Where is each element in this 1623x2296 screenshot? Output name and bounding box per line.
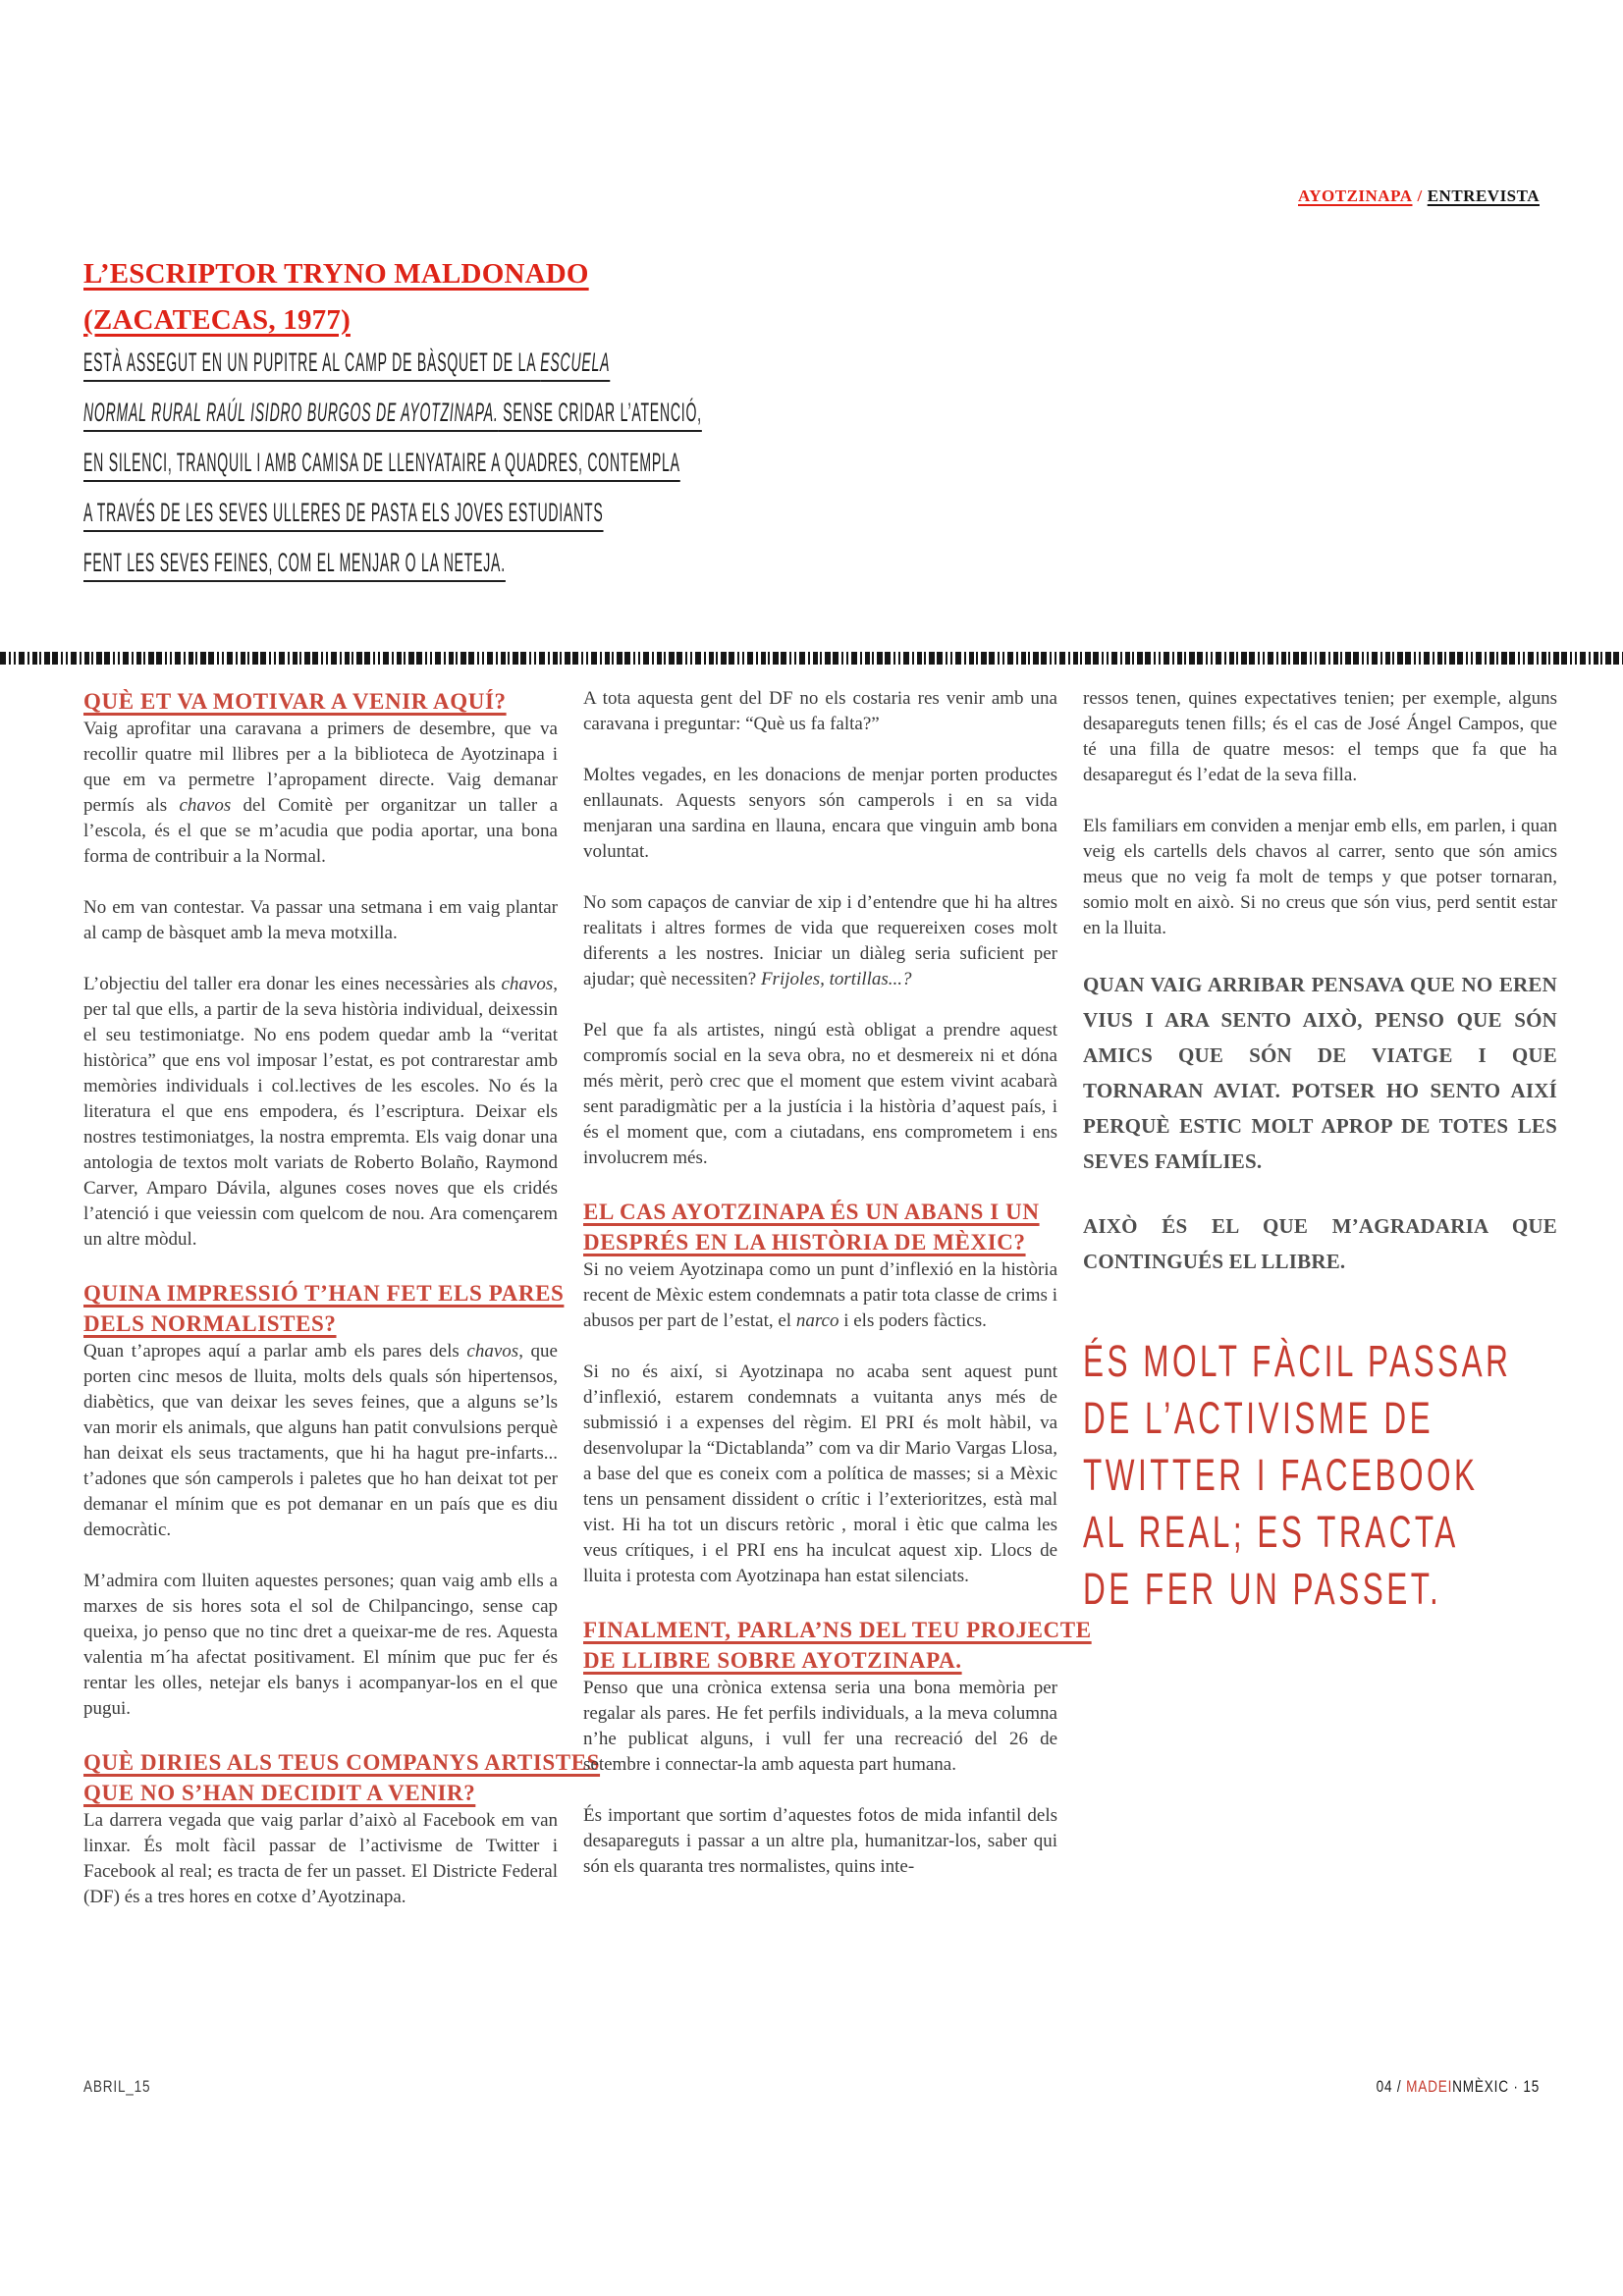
question-heading [583, 1197, 1057, 1257]
intro-italic-segment: NORMAL RURAL RAÚL ISIDRO BURGOS DE AYOTZINAPA. [83, 398, 499, 427]
text-segment: Penso que una crònica extensa seria una bona memòria per regalar als pares. He fet perfils individuals, a la meva columna n’he publicat alguns, i vull fer una recreació del 26 de setembre i connectar-la amb aquesta part humana. [583, 1678, 1057, 1775]
italic-segment: chavos [501, 974, 554, 994]
pull-quote-line-text: DE L’ACTIVISME DE [1083, 1393, 1434, 1443]
pull-quote-line-text: AL REAL; ES TRACTA [1083, 1507, 1459, 1557]
text-segment: , per tal que ells, a partir de la seva història individual, deixessin el seu testimoniatge. No ens podem quedar amb la “veritat històrica” que ens vol imposar l’estat, es pot contrarestar amb memòries individuals i col.lectives de les escoles. No és la literatura el que ens empodera, és l’escriptura. Deixar els nostres testimoniatges, la nostra empremta. Els vaig donar una antologia de textos molt variats de Roberto Bolaño, Raymond Carver, Amparo Dávila, algunes coses noves que els cridés l’atenció i que veiessin com quelcom de nou. Ara començarem un altre mòdul. [83, 974, 558, 1250]
body-paragraph [83, 1339, 558, 1543]
intro-line [83, 438, 1272, 488]
pull-quote-line [1083, 1561, 1557, 1618]
intro-line-text [83, 338, 610, 388]
footer-date: ABRIL_15 [83, 2077, 151, 2096]
question-heading-line: DESPRÉS EN LA HISTÒRIA DE MÈXIC? [583, 1230, 1026, 1255]
pull-quote-line-text: DE FER UN PASSET. [1083, 1564, 1442, 1614]
body-paragraph [583, 763, 1057, 865]
body-paragraph [1083, 686, 1557, 788]
intro-line-text [83, 388, 702, 438]
text-segment: La darrera vegada que vaig parlar d’això al Facebook em van linxar. És molt fàcil passar de l’activisme de Twitter i Facebook al real; es tracta de fer un passet. El Districte Federal (DF) és a tres hores en cotxe d’Ayotzinapa. [83, 1810, 558, 1907]
question-heading-line: DELS NORMALISTES? [83, 1311, 337, 1336]
italic-segment: Frijoles, tortillas...? [760, 969, 912, 989]
intro-segment: FENT LES SEVES FEINES, COM EL MENJAR O LA NETEJA. [83, 548, 506, 577]
body-paragraph [83, 1569, 558, 1722]
pull-quote-line [1083, 1390, 1557, 1447]
text-segment: del Comitè per organitzar un taller a l’escola, és el que se m’acudia que podia aportar, una bona forma de contribuir a la Normal. [83, 795, 559, 867]
brand-text-segment: 04 / [1376, 2077, 1407, 2096]
barcode-divider [0, 652, 1623, 665]
text-segment: No em van contestar. Va passar una setmana i em vaig plantar al camp de bàsquet amb la meva motxilla. [83, 897, 558, 943]
text-segment: Vaig aprofitar una caravana a primers de desembre, que va recollir quatre mil llibres per a la biblioteca de Ayotzinapa i que em va permetre l’apropament directe. Vaig demanar permís als [83, 719, 558, 816]
text-segment: Pel que fa als artistes, ningú està obligat a prendre aquest compromís social en la seva obra, no et desmereix ni et dóna més mèrit, però crec que el moment que estem vivint acabarà sent paradigmàtic per a la justícia i la història d’aquest país, i és el moment que, com a ciutadans, ens comprometem i ens involucrem més. [583, 1020, 1057, 1168]
column-2 [583, 686, 1092, 1936]
question-heading [83, 1278, 565, 1339]
body-paragraph [83, 1808, 558, 1910]
intro-segment: ESTÀ ASSEGUT EN UN PUPITRE AL CAMP DE BÀSQUET DE LA [83, 347, 541, 377]
body-paragraph [1083, 814, 1557, 941]
text-segment: AIXÒ ÉS EL QUE M’AGRADARIA QUE CONTINGUÉS EL LLIBRE. [1083, 1214, 1557, 1273]
intro-line-text [83, 538, 506, 588]
pull-quote-line-text: ÉS MOLT FÀCIL PASSAR [1083, 1336, 1512, 1386]
text-segment: M’admira com lluiten aquestes persones; quan vaig amb ells a marxes de sis hores sota el sol de Chilpancingo, sense cap queixa, jo penso que no tinc dret a queixar-me de res. Aquesta valentia m´ha afectat positivament. El mínim que puc fer és rentar les olles, netejar els banys i acompanyar-los en el que pugui. [83, 1571, 558, 1719]
text-segment: i els poders fàctics. [839, 1310, 987, 1331]
kicker-separator: / [1417, 187, 1423, 205]
intro-segment: SENSE CRIDAR L’ATENCIÓ, [498, 398, 702, 427]
body-paragraph [583, 890, 1057, 992]
column-3 [1083, 686, 1557, 1936]
text-segment: , que porten cinc mesos de lluita, molts dels quals són hipertensos, diabètics, que van deixar les seves feines, que a alguns se’ls van morir els animals, que alguns han patit convulsions perquè han deixat els seus tractaments, que hi ha hagut pre-infarts... t’adones que són camperols i paletes que ho han deixat tot per demanar el mínim que es pot demanar en un país que es diu democràtic. [83, 1341, 558, 1540]
intro-line-text [83, 438, 680, 488]
text-segment: Quan t’apropes aquí a parlar amb els pares dels [83, 1341, 467, 1362]
question-heading-line: QUINA IMPRESSIÓ T’HAN FET ELS PARES [83, 1281, 565, 1306]
intro-line [83, 488, 1272, 538]
intro-deck [83, 338, 1272, 588]
text-segment: És important que sortim d’aquestes fotos de mida infantil dels desapareguts i passar a un altre pla, humanitzar-los, saber qui són els quaranta tres normalistes, quins inte- [583, 1805, 1057, 1877]
text-segment: Moltes vegades, en les donacions de menjar porten productes enllaunats. Aquests senyors són camperols i en sa vida menjaran una sardina en llauna, encara que vinguin amb bona voluntat. [583, 765, 1057, 862]
question-heading-line: DE LLIBRE SOBRE AYOTZINAPA. [583, 1648, 962, 1673]
text-segment: No som capaços de canviar de xip i d’entendre que hi ha altres realitats i altres formes de vida que requereixen coses molt diferents a les nostres. Iniciar un diàleg seria suficient per ajudar; què necessiten? [583, 892, 1057, 989]
pull-quote-line-text: TWITTER I FACEBOOK [1083, 1450, 1479, 1500]
kicker-section: AYOTZINAPA [1298, 187, 1413, 205]
question-heading [83, 1747, 601, 1808]
article-title-line2: (ZACATECAS, 1977) [83, 304, 351, 336]
intro-line-text [83, 488, 604, 538]
text-segment: Els familiars em conviden a menjar emb ells, em parlen, i quan veig els cartells dels chavos al carrer, sento que són amics meus que no veig fa molt de temps y que potser tornaran, somio molt en això. Si no creus que són vius, perd sentit estar en la lluita. [1083, 816, 1557, 938]
pull-quote-line [1083, 1333, 1557, 1390]
column-1 [83, 686, 601, 1936]
intro-italic-segment: ESCUELA [540, 347, 611, 377]
body-paragraph [83, 895, 558, 946]
article-title-line1: L’ESCRIPTOR TRYNO MALDONADO [83, 258, 589, 290]
article-columns [83, 686, 1556, 1936]
intro-segment: A TRAVÉS DE LES SEVES ULLERES DE PASTA ELS JOVES ESTUDIANTS [83, 498, 604, 527]
body-paragraph [583, 1360, 1057, 1589]
intro-line [83, 388, 1272, 438]
text-segment: QUAN VAIG ARRIBAR PENSAVA QUE NO EREN VIUS I ARA SENTO AIXÒ, PENSO QUE SÓN AMICS QUE SÓN DE VIATGE I QUE TORNARAN AVIAT. POTSER HO SENTO AIXÍ PERQUÈ ESTIC MOLT APROP DE TOTES LES SEVES FAMÍLIES. [1083, 973, 1557, 1173]
text-segment: A tota aquesta gent del DF no els costaria res venir amb una caravana i preguntar: “Què us fa falta?” [583, 688, 1057, 734]
body-paragraph [583, 686, 1057, 737]
body-paragraph [583, 1257, 1057, 1334]
question-heading-line: EL CAS AYOTZINAPA ÉS UN ABANS I UN [583, 1200, 1040, 1224]
body-paragraph [83, 972, 558, 1253]
brand-text-segment: NMÈXIC · 15 [1452, 2077, 1540, 2096]
question-heading [83, 686, 558, 717]
text-segment: L’objectiu del taller era donar les eines necessàries als [83, 974, 502, 994]
text-segment: Si no veiem Ayotzinapa como un punt d’inflexió en la història recent de Mèxic estem condemnats a patir tota classe de crims i abusos per part de l’estat, el [583, 1259, 1057, 1331]
question-heading-line: QUE NO S’HAN DECIDIT A VENIR? [83, 1781, 476, 1805]
brand-red-segment: MADEI [1406, 2077, 1453, 2096]
body-paragraph [583, 1803, 1057, 1880]
question-heading [583, 1615, 1092, 1676]
question-heading-line: QUÈ DIRIES ALS TEUS COMPANYS ARTISTES [83, 1750, 601, 1775]
body-paragraph [583, 1676, 1057, 1778]
body-paragraph [83, 717, 558, 870]
footer-brand [1377, 2077, 1540, 2097]
pull-quote-line [1083, 1504, 1557, 1561]
text-segment: Si no és així, si Ayotzinapa no acaba sent aquest punt d’inflexió, estarem condemnats a vuitanta anys més de submissió i a expenses del règim. El PRI és molt hàbil, va desenvolupar la “Dictablanda” com va dir Mario Vargas Llosa, a base del que es coneix com a política de masses; si a Mèxic tens un pensament dissident o crític i l’exterioritzes, està mal vist. Hi ha tot un discurs retòric , moral i ètic que calma les veus crítiques, i el PRI ens ha inculcat aquest xip. Llocs de lluita i protesta com Ayotzinapa han estat silenciats. [583, 1362, 1057, 1586]
italic-segment: chavos [179, 795, 232, 816]
body-paragraph [583, 1018, 1057, 1171]
kicker [1298, 187, 1540, 206]
pull-quote-line [1083, 1447, 1557, 1504]
emphasis-paragraph [1083, 967, 1557, 1179]
article-title [83, 251, 589, 344]
text-segment: ressos tenen, quines expectatives tenien; per exemple, alguns desapareguts tenen fills; és el cas de José Ángel Campos, que té una filla de quatre mesos: el temps que fa que ha desaparegut és l’edat de la seva filla. [1083, 688, 1557, 785]
question-heading-line: FINALMENT, PARLA’NS DEL TEU PROJECTE [583, 1618, 1092, 1642]
italic-segment: chavos [466, 1341, 519, 1362]
intro-segment: EN SILENCI, TRANQUIL I AMB CAMISA DE LLENYATAIRE A QUADRES, CONTEMPLA [83, 448, 680, 477]
kicker-label: ENTREVISTA [1427, 187, 1540, 205]
pull-quote [1083, 1333, 1557, 1618]
intro-line [83, 338, 1272, 388]
question-heading-line: QUÈ ET VA MOTIVAR A VENIR AQUÍ? [83, 689, 507, 714]
emphasis-paragraph [1083, 1208, 1557, 1279]
italic-segment: narco [795, 1310, 839, 1331]
intro-line [83, 538, 1272, 588]
